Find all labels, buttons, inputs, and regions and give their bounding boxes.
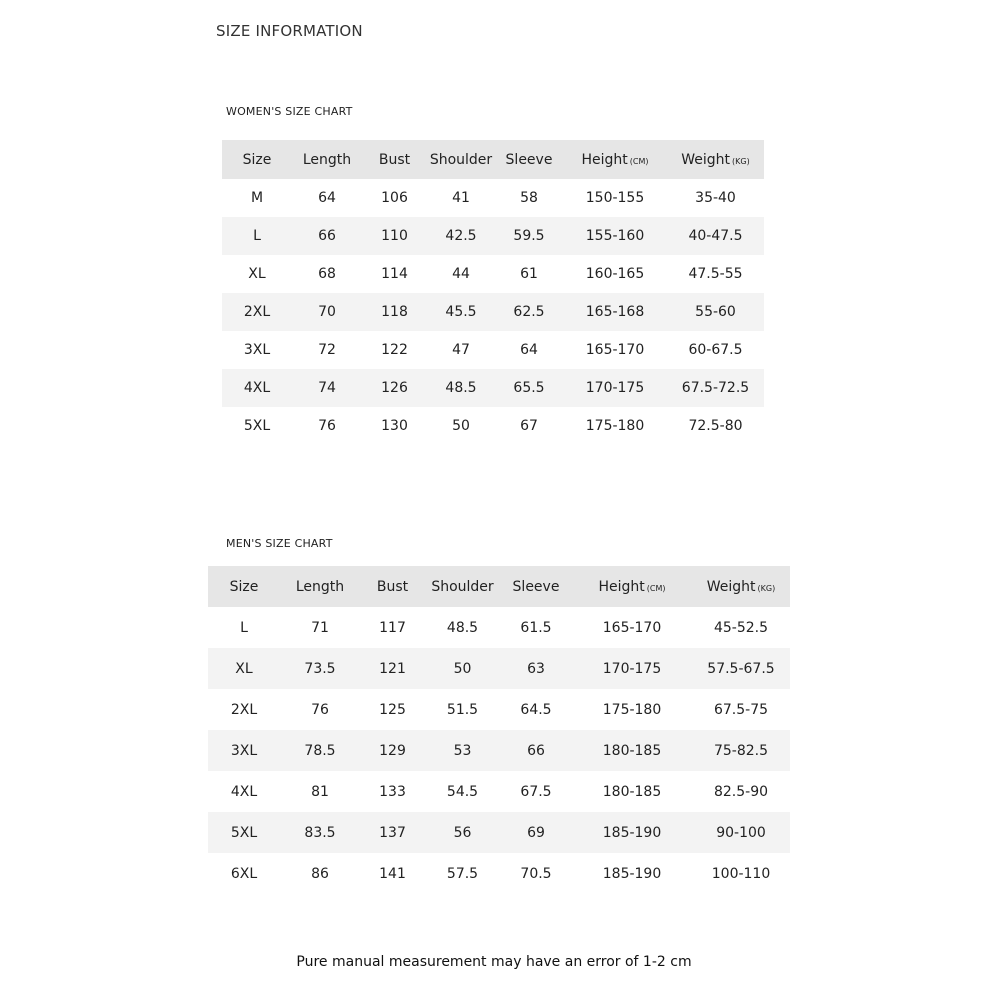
cell-size: L	[240, 619, 248, 636]
cell-bust: 130	[381, 418, 408, 434]
cell-sleeve: 62.5	[513, 304, 545, 320]
header-height-label: Height	[581, 151, 628, 168]
header-height-label: Height	[598, 578, 645, 595]
cell-sleeve: 67.5	[520, 783, 552, 800]
header-height	[572, 566, 692, 607]
cell-length: 70	[318, 304, 336, 320]
cell-weight: 90-100	[716, 824, 766, 841]
cell-length: 68	[318, 266, 336, 282]
cell-length: 76	[318, 418, 336, 434]
cell-weight: 35-40	[695, 190, 736, 206]
cell-weight: 40-47.5	[688, 228, 743, 244]
header-bust: Bust	[378, 151, 411, 168]
cell-weight: 75-82.5	[713, 742, 769, 759]
cell-size: L	[253, 228, 261, 244]
header-height-unit: (CM)	[646, 583, 666, 593]
cell-height: 165-170	[602, 619, 662, 636]
women-chart-title: WOMEN'S SIZE CHART	[226, 105, 353, 118]
cell-bust: 137	[379, 824, 406, 841]
cell-weight: 45-52.5	[713, 619, 769, 636]
cell-size: 4XL	[243, 380, 271, 396]
cell-shoulder: 48.5	[446, 619, 479, 636]
cell-length: 83.5	[304, 824, 336, 841]
cell-bust: 117	[379, 619, 406, 636]
header-size: Size	[229, 578, 259, 595]
cell-height: 180-185	[602, 783, 662, 800]
cell-bust: 106	[381, 190, 408, 206]
table-row	[222, 293, 764, 331]
cell-bust: 129	[379, 742, 406, 759]
table-row	[222, 407, 764, 445]
cell-weight: 57.5-67.5	[707, 660, 775, 677]
table-header-row	[208, 566, 790, 607]
cell-length: 78.5	[304, 742, 336, 759]
cell-weight: 55-60	[695, 304, 736, 320]
cell-height: 165-168	[585, 304, 645, 320]
cell-height: 160-165	[585, 266, 645, 282]
header-height-unit: (CM)	[629, 156, 649, 166]
cell-height: 180-185	[602, 742, 662, 759]
header-shoulder: Shoulder	[429, 151, 493, 168]
cell-size: 3XL	[230, 742, 258, 759]
cell-height: 170-175	[585, 380, 645, 396]
cell-shoulder: 54.5	[446, 783, 479, 800]
header-weight-label: Weight	[681, 151, 731, 168]
header-weight	[692, 566, 790, 607]
cell-height: 185-190	[602, 865, 662, 882]
cell-shoulder: 45.5	[445, 304, 477, 320]
table-row	[222, 179, 764, 217]
header-bust: Bust	[376, 578, 409, 595]
cell-weight: 60-67.5	[688, 342, 743, 358]
cell-size: 4XL	[230, 783, 258, 800]
cell-bust: 121	[379, 660, 406, 677]
men-chart-title: MEN'S SIZE CHART	[226, 537, 333, 550]
cell-size: 2XL	[230, 701, 258, 718]
header-size: Size	[242, 151, 272, 168]
header-weight-label: Weight	[706, 578, 756, 595]
cell-bust: 114	[381, 266, 408, 282]
cell-shoulder: 42.5	[445, 228, 477, 244]
cell-sleeve: 69	[527, 824, 545, 841]
cell-length: 86	[311, 865, 329, 882]
cell-size: 5XL	[230, 824, 258, 841]
cell-bust: 141	[379, 865, 406, 882]
header-shoulder: Shoulder	[431, 578, 494, 595]
header-height	[563, 140, 667, 179]
cell-length: 71	[311, 619, 329, 636]
table-row	[208, 812, 790, 853]
table-row	[208, 771, 790, 812]
cell-size: 3XL	[243, 342, 271, 358]
cell-sleeve: 70.5	[520, 865, 552, 882]
measurement-note: Pure manual measurement may have an error of 1-2 cm	[296, 954, 692, 970]
cell-weight: 82.5-90	[713, 783, 769, 800]
cell-sleeve: 63	[527, 660, 545, 677]
cell-shoulder: 50	[453, 660, 472, 677]
table-row	[208, 730, 790, 771]
cell-bust: 118	[381, 304, 408, 320]
cell-shoulder: 50	[452, 418, 470, 434]
cell-shoulder: 41	[452, 190, 470, 206]
cell-height: 165-170	[585, 342, 645, 358]
women-size-table	[222, 140, 764, 445]
cell-sleeve: 59.5	[513, 228, 545, 244]
cell-sleeve: 64	[520, 342, 538, 358]
cell-bust: 125	[379, 701, 406, 718]
men-size-table	[208, 566, 790, 894]
cell-size: 6XL	[230, 865, 258, 882]
table-row	[208, 853, 790, 894]
cell-weight: 100-110	[711, 865, 771, 882]
table-row	[222, 369, 764, 407]
cell-shoulder: 51.5	[446, 701, 479, 718]
cell-length: 66	[318, 228, 336, 244]
header-weight-unit: (KG)	[732, 156, 750, 166]
header-sleeve: Sleeve	[512, 578, 560, 595]
cell-size: 5XL	[243, 418, 271, 434]
cell-height: 185-190	[602, 824, 662, 841]
cell-sleeve: 61	[520, 266, 538, 282]
cell-bust: 126	[381, 380, 408, 396]
cell-size: M	[250, 190, 264, 206]
cell-bust: 110	[381, 228, 408, 244]
header-sleeve: Sleeve	[505, 151, 553, 168]
cell-sleeve: 67	[520, 418, 538, 434]
cell-bust: 133	[379, 783, 406, 800]
table-header-row	[222, 140, 764, 179]
cell-shoulder: 56	[453, 824, 472, 841]
cell-height: 170-175	[602, 660, 662, 677]
cell-sleeve: 65.5	[513, 380, 545, 396]
header-length: Length	[295, 578, 345, 595]
table-row	[222, 255, 764, 293]
cell-sleeve: 66	[527, 742, 545, 759]
cell-sleeve: 61.5	[520, 619, 552, 636]
table-row	[208, 607, 790, 648]
cell-size: XL	[235, 660, 253, 677]
table-row	[208, 689, 790, 730]
table-row	[208, 648, 790, 689]
cell-shoulder: 57.5	[446, 865, 479, 882]
cell-weight: 67.5-72.5	[681, 380, 750, 396]
cell-weight: 67.5-75	[713, 701, 769, 718]
header-weight	[667, 140, 764, 179]
table-row	[222, 331, 764, 369]
cell-height: 175-180	[602, 701, 662, 718]
table-row	[222, 217, 764, 255]
cell-length: 64	[318, 190, 336, 206]
cell-shoulder: 53	[453, 742, 472, 759]
page-title: SIZE INFORMATION	[216, 22, 363, 40]
cell-length: 76	[311, 701, 329, 718]
cell-size: 2XL	[243, 304, 271, 320]
cell-sleeve: 58	[520, 190, 538, 206]
header-weight-unit: (KG)	[757, 583, 776, 593]
cell-bust: 122	[381, 342, 408, 358]
cell-sleeve: 64.5	[520, 701, 552, 718]
cell-weight: 47.5-55	[688, 266, 743, 282]
header-length: Length	[302, 151, 352, 168]
cell-height: 150-155	[585, 190, 645, 206]
cell-size: XL	[248, 266, 266, 282]
cell-length: 74	[318, 380, 336, 396]
cell-shoulder: 47	[452, 342, 470, 358]
cell-height: 155-160	[585, 228, 645, 244]
cell-weight: 72.5-80	[688, 418, 743, 434]
cell-shoulder: 48.5	[445, 380, 477, 396]
cell-length: 72	[318, 342, 336, 358]
cell-length: 73.5	[304, 660, 336, 677]
cell-length: 81	[311, 783, 329, 800]
cell-height: 175-180	[585, 418, 645, 434]
cell-shoulder: 44	[452, 266, 470, 282]
